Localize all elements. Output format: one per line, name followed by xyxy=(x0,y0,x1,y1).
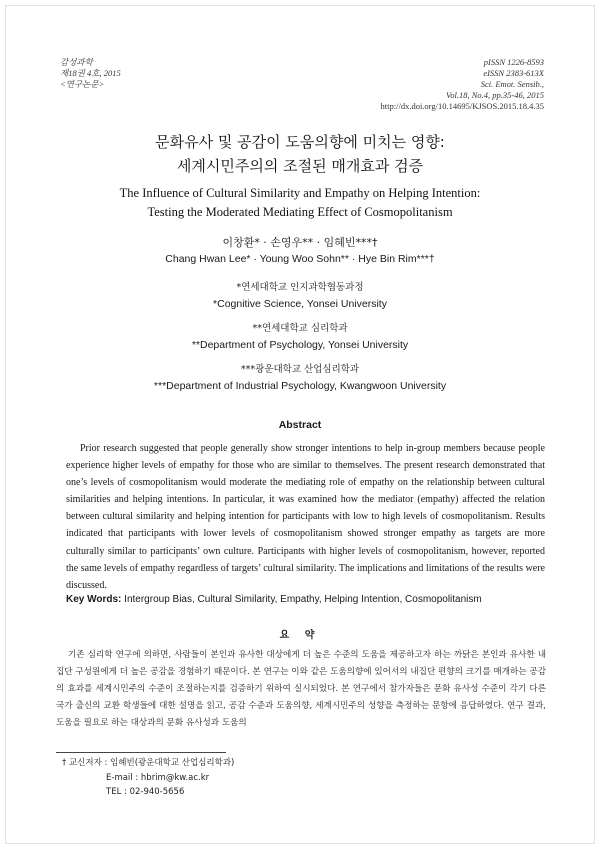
affiliation-2-en: **Department of Psychology, Yonsei University xyxy=(191,339,409,351)
title-korean xyxy=(0,130,600,178)
footnote xyxy=(62,756,234,800)
affiliation-3-ko: ***광운대학교 산업심리학과 xyxy=(240,364,360,375)
title-en-line1: The Influence of Cultural Similarity and Empathy on Helping Intention: xyxy=(119,186,481,200)
journal-name-ko: 감성과학 xyxy=(60,57,93,67)
authors-english: Chang Hwan Lee* · Young Woo Sohn** · Hye Bin Rim***† xyxy=(165,253,435,265)
summary-heading: 요 약 xyxy=(279,630,321,641)
keywords-text: Intergroup Bias, Cultural Similarity, Empathy, Helping Intention, Cosmopolitanism xyxy=(124,594,482,605)
title-ko-line2: 세계시민주의의 조절된 매개효과 검증 xyxy=(176,157,424,175)
affiliation-1 xyxy=(0,280,600,312)
article-type: <연구논문> xyxy=(60,79,105,89)
summary-text: 기존 심리학 연구에 의하면, 사람들이 본인과 유사한 대상에게 더 높은 수준의 도움을 제공하고자 하는 까닭은 본인과 유사한 내집단 구성원에게 더 높은 공감을 경험하기 때문이다. 본 연구는 이와 같은 도움의향에 있어서의 내집단 편향의 크기를 매개하는 공감의 효과를 세계시민주의 수준이 조절하는지를 검증하기 위하여 실시되었다. 본 연구에서 참가자들은 문화 유사성 수준이 각기 다른 국가 출신의 교환 학생들에 대한 설명을 읽고, 공감 수준과 도움의향, 세계시민주의 성향을 측정하는 문항에 응답하였다. 연구 결과, 도움을 필요로 하는 대상과의 문화 유사성과 도움의 xyxy=(56,650,546,728)
author-tel: TEL : 02-940-5656 xyxy=(106,787,185,797)
footnote-divider xyxy=(56,752,226,753)
journal-header-left xyxy=(60,57,121,90)
eissn: eISSN 2383-613X xyxy=(483,68,544,78)
keywords-label: Key Words: xyxy=(66,594,122,605)
title-ko-line1: 문화유사 및 공감이 도움의향에 미치는 영향: xyxy=(155,133,445,151)
affiliation-2-ko: **연세대학교 심리학과 xyxy=(252,323,348,334)
affiliation-1-en: *Cognitive Science, Yonsei University xyxy=(213,298,387,310)
volume-en: Vol.18, No.4, pp.35-46, 2015 xyxy=(446,90,544,100)
affiliation-3-en: ***Department of Industrial Psychology, Kwangwoon University xyxy=(153,380,447,392)
journal-name-en: Sci. Emot. Sensib., xyxy=(480,79,544,89)
doi-link[interactable]: http://dx.doi.org/10.14695/KJSOS.2015.18.4.35 xyxy=(380,101,544,111)
affiliation-2 xyxy=(0,321,600,353)
pissn: pISSN 1226-8593 xyxy=(483,57,544,67)
corresponding-author: † 교신저자 : 임혜빈(광운대학교 산업심리학과) xyxy=(62,758,235,768)
author-email: E-mail : hbrim@kw.ac.kr xyxy=(106,772,210,783)
journal-header-right xyxy=(381,57,544,112)
abstract-text: Prior research suggested that people generally show stronger intentions to help in-group members because people experience higher levels of empathy for those who are similar to themselves. The present research demonstrated that one’s levels of cosmopolitanism would moderate the mediating role of empathy on the relationship between cultural similarities and helping intentions. In particular, it was examined how the mediator (empathy) affected the relation between cultural similarity and helping intention for participants with low to high levels of cosmopolitanism. Results indicated that participants with lower levels of cosmopolitanism showed stronger empathy as targets are more culturally similar to participants’ own culture. Participants with higher levels of cosmopolitanism, however, reported the same levels of empathy regardless of targets’ cultural similarity. The implications and limitations of the results were discussed. xyxy=(66,443,545,591)
keywords xyxy=(66,592,545,608)
title-english xyxy=(0,184,600,222)
authors-korean: 이창환* · 손영우** · 임혜빈***† xyxy=(222,236,378,249)
affiliation-3 xyxy=(0,362,600,394)
abstract-heading: Abstract xyxy=(278,419,322,431)
volume-ko: 제18권 4호, 2015 xyxy=(60,68,121,78)
title-en-line2: Testing the Moderated Mediating Effect of Cosmopolitanism xyxy=(147,205,453,219)
affiliation-1-ko: *연세대학교 인지과학협동과정 xyxy=(236,282,364,293)
